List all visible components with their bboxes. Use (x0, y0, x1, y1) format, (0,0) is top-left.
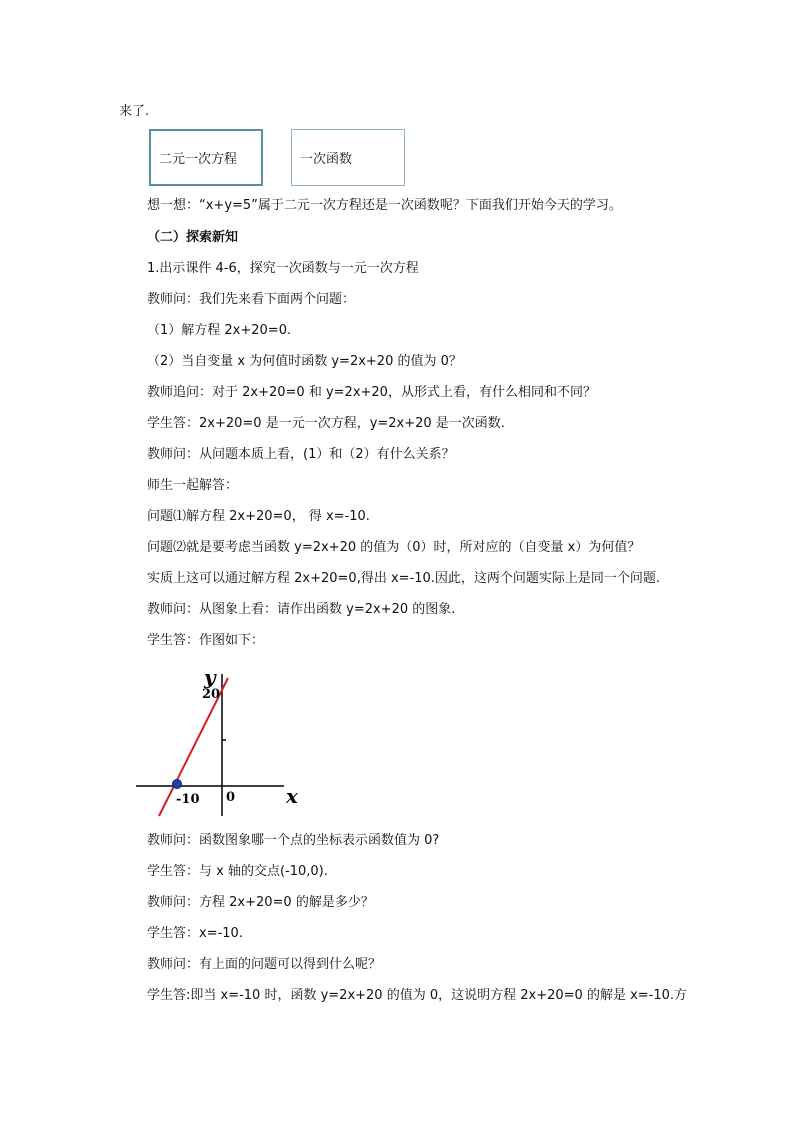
text-line: 学生答:即当 x=-10 时，函数 y=2x+20 的值为 0，这说明方程 2x+20=0 的解是 x=-10.方 (147, 988, 688, 1003)
text-line: 教师问：我们先来看下面两个问题： (147, 292, 356, 307)
text-line: 问题⑴解方程 2x+20=0， 得 x=-10. (147, 509, 370, 524)
y-tick-label: 20 (202, 687, 221, 702)
text-line: 师生一起解答： (147, 478, 239, 493)
x-axis-label: x (286, 784, 298, 808)
text-line: 教师问：函数图象哪一个点的坐标表示函数值为 0? (147, 833, 440, 848)
text-line: （1）解方程 2x+20=0. (147, 323, 292, 338)
text-line: 学生答：与 x 轴的交点(-10,0). (147, 864, 328, 879)
concept-box-binary-equation (149, 129, 263, 186)
text-line: 学生答：x=-10. (147, 926, 243, 941)
text-line: 教师问：方程 2x+20=0 的解是多少？ (147, 895, 374, 910)
origin-label: 0 (226, 790, 236, 805)
text-line: 来了. (119, 104, 150, 119)
text-line: 教师问：从图象上看：请作出函数 y=2x+20 的图象. (147, 602, 456, 617)
text-line: 问题⑵就是要考虑当函数 y=2x+20 的值为（0）时，所对应的（自变量 x）为何值？ (147, 540, 641, 555)
function-graph (132, 662, 312, 822)
text-line: 教师问：有上面的问题可以得到什么呢？ (147, 957, 382, 972)
text-line: 1.出示课件 4-6，探究一次函数与一元一次方程 (147, 261, 419, 276)
box-label: 二元一次方程 (159, 152, 238, 167)
text-line: 实质上这可以通过解方程 2x+20=0,得出 x=-10.因此，这两个问题实际上是同一个问题. (147, 571, 661, 586)
text-line: 学生答：2x+20=0 是一元一次方程，y=2x+20 是一次函数. (147, 416, 505, 431)
text-line: 想一想：“x+y=5”属于二元一次方程还是一次函数呢？下面我们开始今天的学习。 (147, 198, 622, 213)
text-line: （2）当自变量 x 为何值时函数 y=2x+20 的值为 0？ (147, 354, 462, 369)
x-tick-label: -10 (176, 792, 200, 807)
text-line: 学生答：作图如下： (147, 633, 265, 648)
text-line: 教师问：从问题本质上看，(1）和（2）有什么关系？ (147, 447, 455, 462)
section-heading: （二）探索新知 (147, 230, 239, 245)
box-label: 一次函数 (300, 152, 353, 167)
y-axis-label: y (204, 665, 216, 689)
text-line: 教师追问：对于 2x+20=0 和 y=2x+20，从形式上看，有什么相同和不同？ (147, 385, 596, 400)
concept-box-linear-function (291, 129, 405, 186)
x-intercept-point (173, 780, 182, 789)
